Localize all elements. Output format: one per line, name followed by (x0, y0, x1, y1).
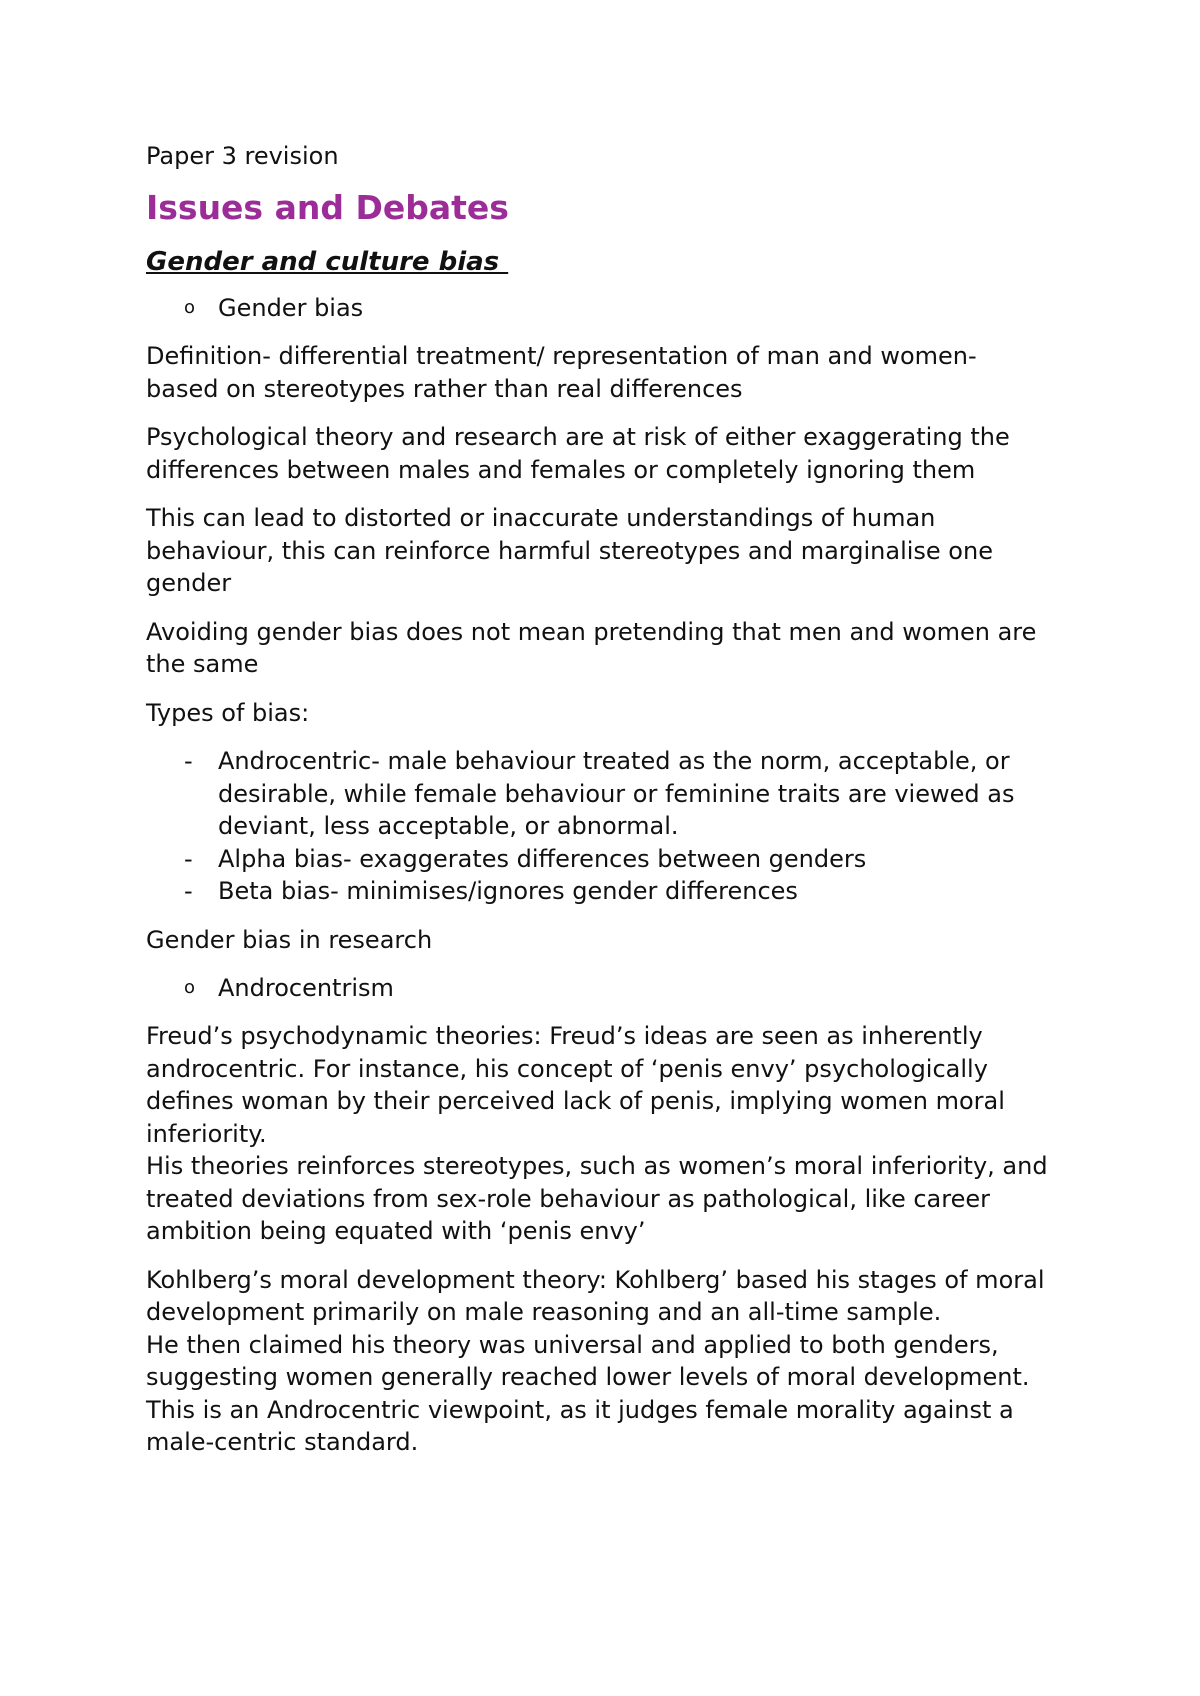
freud-paragraph (146, 1020, 1076, 1248)
list-item-line: desirable, while female behaviour or feminine traits are viewed as (218, 779, 1015, 808)
document-label: Paper 3 revision (146, 142, 339, 170)
paragraph-line: based on stereotypes rather than real differences (146, 374, 743, 403)
subheading-text: Gender bias (218, 294, 364, 322)
paragraph-line: His theories reinforces stereotypes, such as women’s moral inferiority, and (146, 1152, 1048, 1180)
paragraph-line: differences between males and females or completely ignoring them (146, 455, 976, 484)
list-item (146, 843, 1076, 876)
paragraph-line: androcentric. For instance, his concept of ‘penis envy’ psychologically (146, 1054, 988, 1083)
paragraph-line: gender (146, 569, 232, 597)
dash-bullet-icon: - (184, 844, 193, 873)
paragraph-line: defines woman by their perceived lack of penis, implying women moral (146, 1087, 1005, 1115)
dash-bullet-icon: - (184, 747, 193, 775)
paragraph-line: suggesting women generally reached lower levels of moral development. (146, 1363, 1030, 1391)
paragraph-line: Psychological theory and research are at risk of either exaggerating the (146, 423, 1010, 451)
paragraph-line: male-centric standard. (146, 1428, 419, 1456)
circle-bullet-icon: o (184, 297, 196, 318)
section-heading: Gender and culture bias (146, 247, 509, 277)
list-item-line: Beta bias- minimises/ignores gender differences (218, 877, 798, 905)
paragraph-line: Freud’s psychodynamic theories: Freud’s ideas are seen as inherently (146, 1022, 983, 1050)
paragraph-line: treated deviations from sex-role behaviour as pathological, like career (146, 1184, 990, 1213)
paragraph-line: Definition- differential treatment/ representation of man and women- (146, 342, 977, 370)
list-item-line: Androcentric- male behaviour treated as the norm, acceptable, or (218, 747, 1010, 775)
paragraph-line: This can lead to distorted or inaccurate understandings of human (146, 504, 936, 532)
paragraph-line: inferiority. (146, 1119, 267, 1148)
risk-paragraph (146, 421, 1076, 486)
bias-types-list (146, 745, 1076, 908)
subheading-androcentrism (146, 972, 1076, 1004)
document-title: Issues and Debates (146, 188, 509, 227)
subheading-gender-bias (146, 292, 1076, 324)
list-item (146, 875, 1076, 908)
types-label: Types of bias: (146, 698, 310, 727)
paragraph-line: He then claimed his theory was universal and applied to both genders, (146, 1330, 999, 1359)
paragraph-line: This is an Androcentric viewpoint, as it judges female morality against a (146, 1395, 1014, 1424)
paragraph-line: development primarily on male reasoning and an all-time sample. (146, 1298, 942, 1326)
paragraph-line: Kohlberg’s moral development theory: Kohlberg’ based his stages of moral (146, 1265, 1045, 1294)
circle-bullet-icon: o (184, 977, 196, 998)
list-item (146, 745, 1076, 843)
avoiding-paragraph (146, 616, 1076, 681)
dash-bullet-icon: - (184, 877, 193, 905)
distortion-paragraph (146, 502, 1076, 600)
paragraph-line: ambition being equated with ‘penis envy’ (146, 1217, 646, 1245)
list-item-line: deviant, less acceptable, or abnormal. (218, 812, 679, 840)
kohlberg-paragraph (146, 1264, 1076, 1459)
subheading-text: Androcentrism (218, 974, 394, 1002)
research-label: Gender bias in research (146, 925, 433, 954)
list-item-line: Alpha bias- exaggerates differences between genders (218, 844, 867, 873)
document-page (146, 140, 1076, 1475)
paragraph-line: behaviour, this can reinforce harmful stereotypes and marginalise one (146, 536, 993, 565)
definition-paragraph (146, 340, 1076, 405)
paragraph-line: Avoiding gender bias does not mean pretending that men and women are (146, 617, 1037, 646)
paragraph-line: the same (146, 650, 259, 678)
